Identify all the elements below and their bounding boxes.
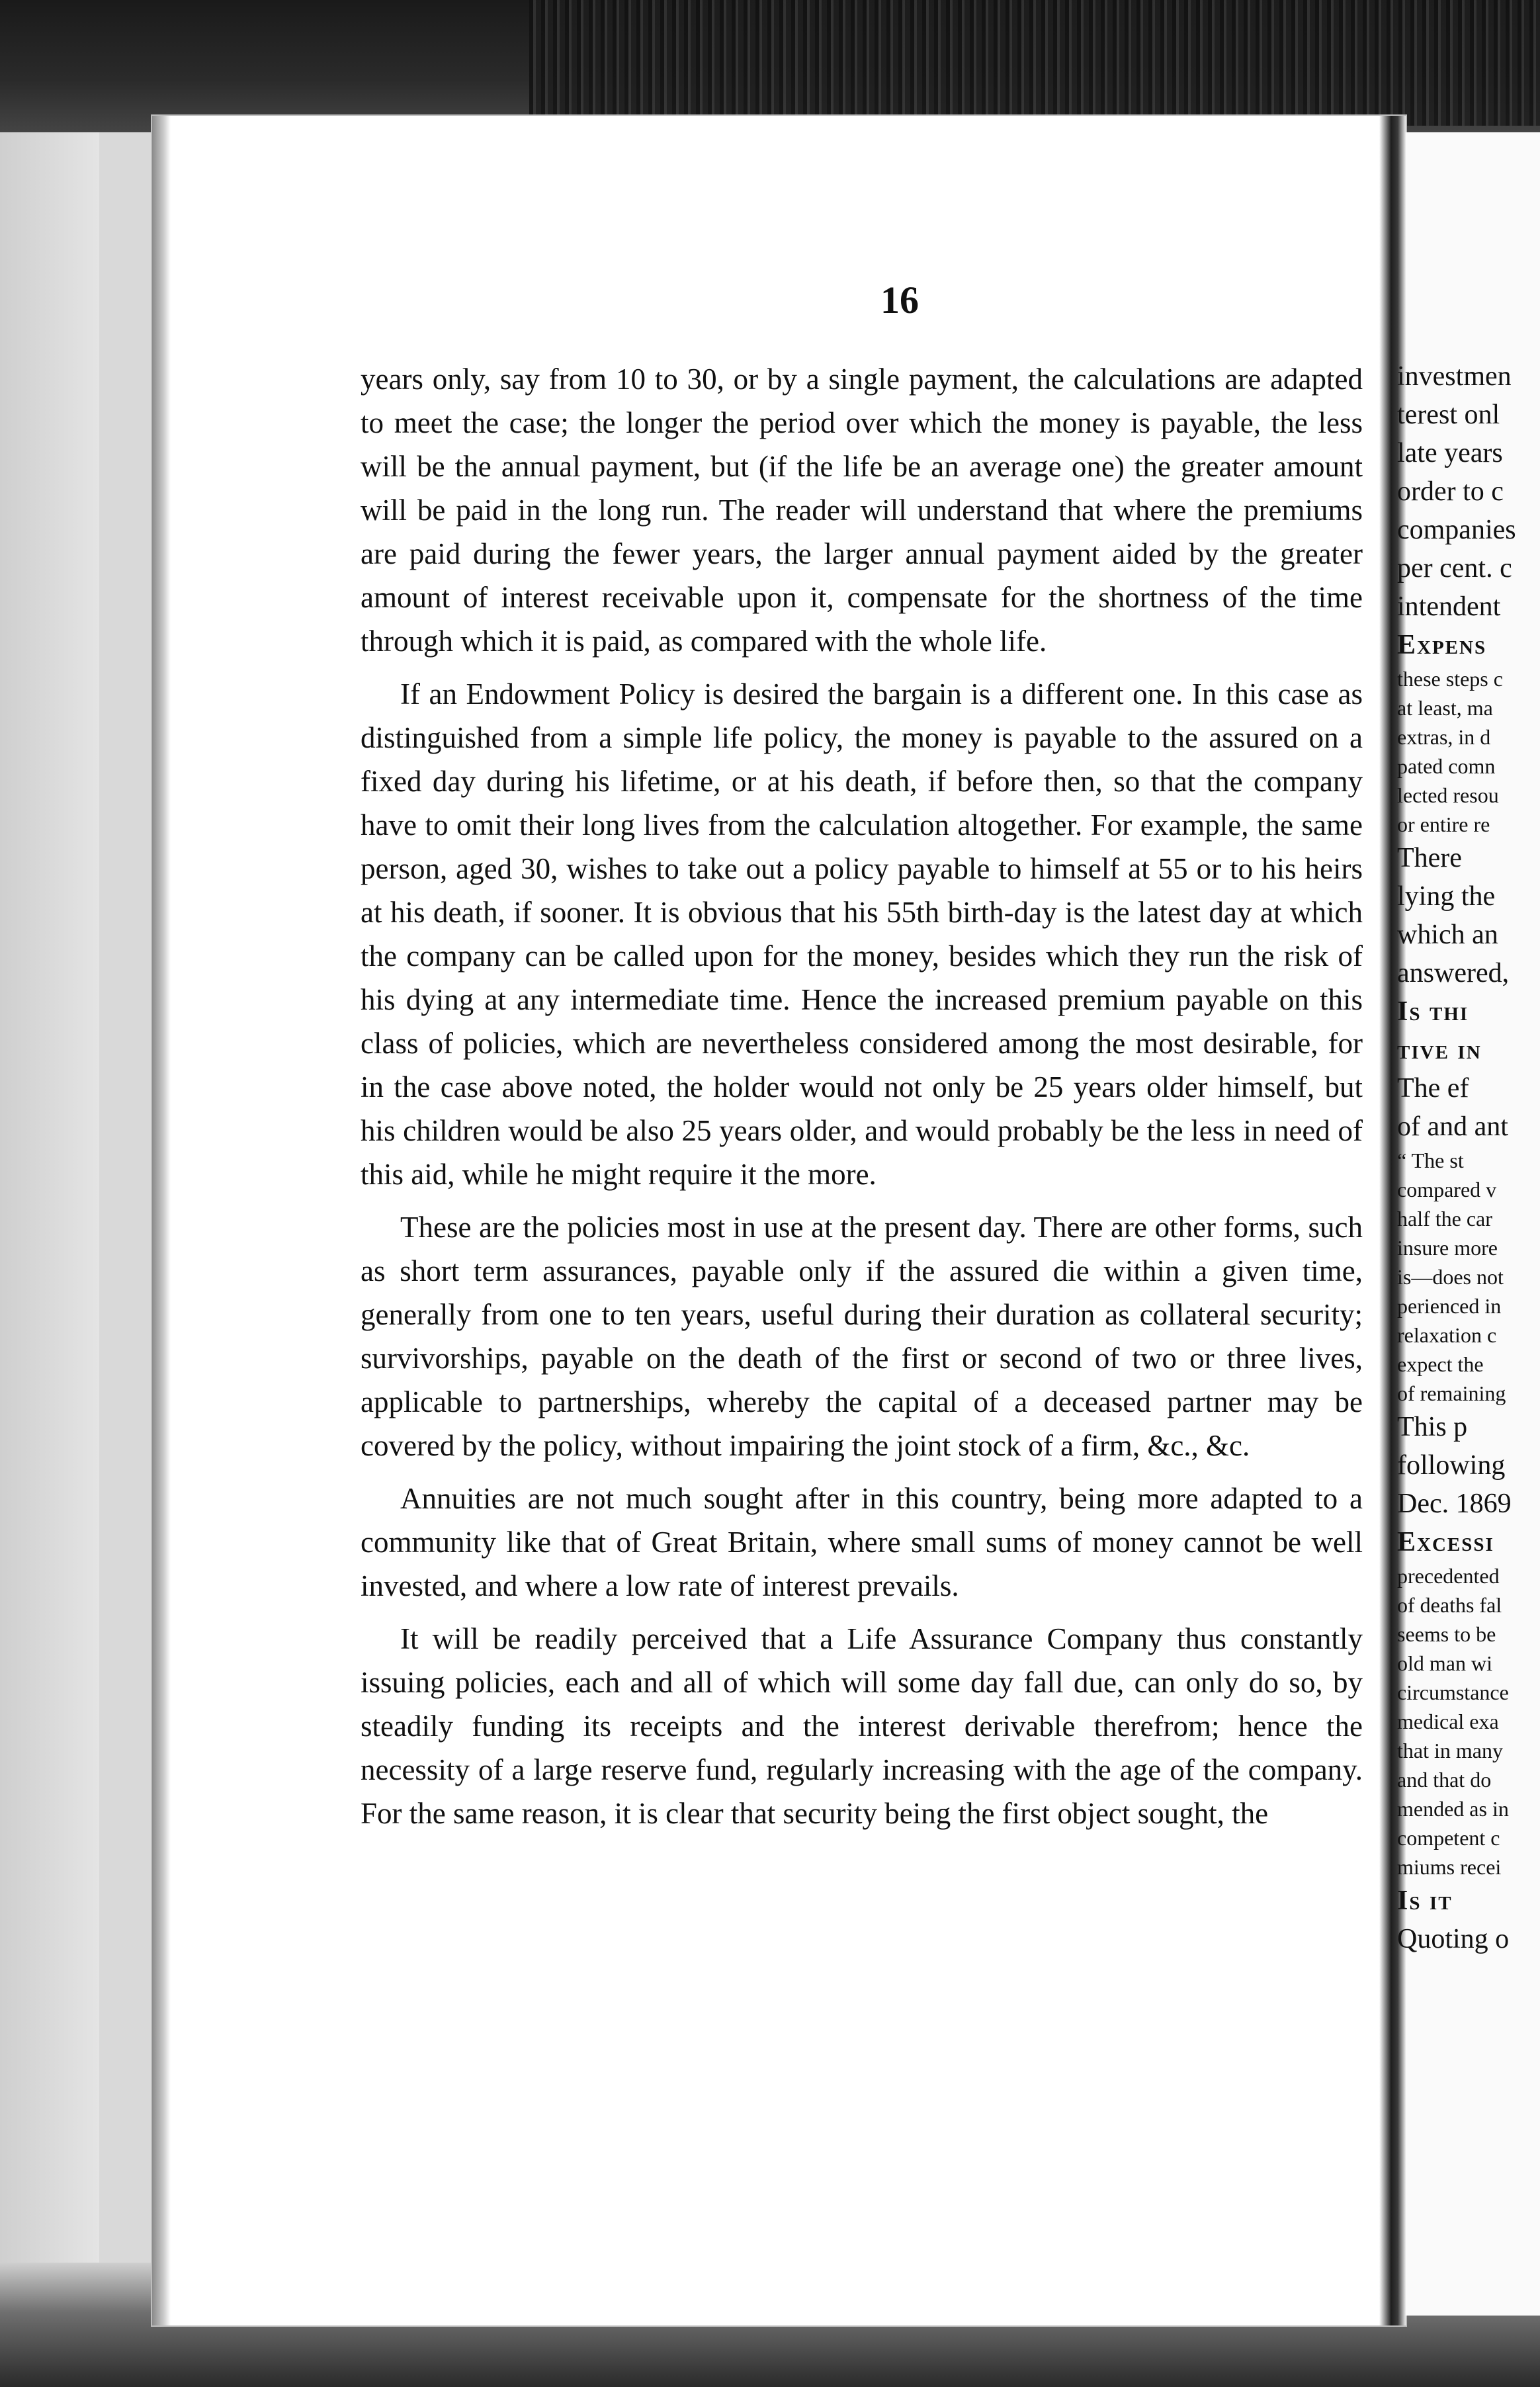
adjacent-page-line: answered, xyxy=(1397,958,1510,988)
adjacent-page-line: old man wi xyxy=(1397,1651,1492,1675)
adjacent-page-line: pated comn xyxy=(1397,754,1496,778)
adjacent-page-line: lying the xyxy=(1397,881,1496,912)
scan-background-left xyxy=(0,0,99,2387)
adjacent-page-line: late years xyxy=(1397,438,1503,468)
adjacent-page-line: these steps c xyxy=(1397,667,1503,691)
body-text xyxy=(361,357,1363,1844)
adjacent-page-line: order to c xyxy=(1397,476,1504,507)
paragraph: Annuities are not much sought after in this country, being more adapted to a community like that of Great Britain, where small sums of money cannot be well invested, and where a low rate of interest prevails. xyxy=(361,1482,1363,1602)
adjacent-page-line: of deaths fal xyxy=(1397,1593,1502,1617)
page-number: 16 xyxy=(880,279,919,322)
adjacent-page-line: expect the xyxy=(1397,1352,1484,1376)
adjacent-page-line: per cent. c xyxy=(1397,553,1512,584)
paragraph: years only, say from 10 to 30, or by a single payment, the calculations are adapted to meet the case; the longer the period over which the money is payable, the less will be the annual payment, but (if the life be an average one) the greater amount will be paid in the long run. The reader will understand that where the premiums are paid during the fewer years, the larger annual payment aided by the greater amount of interest receivable upon it, compensate for the shortness of the time through which it is paid, as compared with the whole life. xyxy=(361,363,1363,658)
adjacent-page-line: is—does not xyxy=(1397,1265,1504,1289)
page-edge-shadow xyxy=(152,116,171,2325)
adjacent-page-line: intendent xyxy=(1397,591,1501,622)
adjacent-page-line: that in many xyxy=(1397,1739,1503,1762)
adjacent-page-line: lected resou xyxy=(1397,783,1499,807)
adjacent-page-line: mended as in xyxy=(1397,1797,1509,1821)
adjacent-page-line: half the car xyxy=(1397,1207,1492,1231)
adjacent-page-line: tive in xyxy=(1397,1035,1482,1065)
adjacent-page-line: miums recei xyxy=(1397,1855,1502,1879)
adjacent-page-line: Is thi xyxy=(1397,996,1469,1027)
adjacent-page-line: The ef xyxy=(1397,1073,1469,1104)
adjacent-page-text xyxy=(1397,357,1540,1958)
adjacent-page-line: at least, ma xyxy=(1397,696,1493,720)
paragraph: These are the policies most in use at the present day. There are other forms, such as short term assurances, payable only if the assured die within a given time, generally from one to ten years, useful during their duration as collateral security; survivorships, payable on the death of the first or second of two or three lives, applicable to partnerships, whereby the capital of a deceased partner may be covered by the policy, without impairing the joint stock of a firm, &c., &c. xyxy=(361,1211,1363,1462)
adjacent-page-line: and that do xyxy=(1397,1768,1492,1792)
adjacent-page-line: Is it xyxy=(1397,1886,1453,1916)
adjacent-page-line: extras, in d xyxy=(1397,725,1491,749)
adjacent-page-line: insure more xyxy=(1397,1236,1498,1260)
adjacent-page-line: Quoting o xyxy=(1397,1924,1510,1954)
adjacent-page-line: investmen xyxy=(1397,361,1512,392)
adjacent-page-line: precedented xyxy=(1397,1564,1500,1588)
scan-background-top-right xyxy=(529,0,1540,126)
adjacent-page-line: of remaining xyxy=(1397,1381,1506,1405)
adjacent-page-line: There xyxy=(1397,843,1462,873)
adjacent-page-line: Excessi xyxy=(1397,1527,1494,1557)
adjacent-page-line: or entire re xyxy=(1397,812,1490,836)
adjacent-page-line: terest onl xyxy=(1397,400,1500,430)
adjacent-page-line: relaxation c xyxy=(1397,1323,1497,1347)
paragraph: It will be readily perceived that a Life Assurance Company thus constantly issuing policies, each and all of which will some day fall due, can only do so, by steadily funding its receipts and the interest derivable therefrom; hence the necessity of a large reserve fund, regularly increasing with the age of the company. For the same reason, it is clear that security being the first object sought, the xyxy=(361,1622,1363,1830)
adjacent-page-line: compared v xyxy=(1397,1178,1497,1201)
adjacent-page-line: competent c xyxy=(1397,1826,1500,1850)
adjacent-page-line: of and ant xyxy=(1397,1111,1508,1142)
adjacent-page-line: seems to be xyxy=(1397,1622,1496,1646)
adjacent-page-line: perienced in xyxy=(1397,1294,1502,1318)
adjacent-page-line: medical exa xyxy=(1397,1710,1499,1733)
adjacent-page-line: Dec. 1869 xyxy=(1397,1489,1512,1519)
adjacent-page-line: companies xyxy=(1397,515,1516,545)
paragraph: If an Endowment Policy is desired the bargain is a different one. In this case as distinguished from a simple life policy, the money is payable to the assured on a fixed day during his lifetime, or at his death, if before then, so that the company have to omit their long lives from the calculation altogether. For example, the same person, aged 30, wishes to take out a policy payable to himself at 55 or to his heirs at his death, if sooner. It is obvious that his 55th birth-day is the latest day at which the company can be called upon for the money, besides which they run the risk of his dying at any intermediate time. Hence the increased premium payable on this class of policies, which are nevertheless considered among the most desirable, for in the case above noted, the holder would not only be 25 years older himself, but his children would be also 25 years older, and would probably be the less in need of this aid, while he might require it the more. xyxy=(361,677,1363,1191)
adjacent-page-line: Expens xyxy=(1397,630,1487,660)
adjacent-page-line: which an xyxy=(1397,920,1498,950)
adjacent-page-line: following xyxy=(1397,1450,1506,1481)
adjacent-page-line: This p xyxy=(1397,1412,1468,1442)
adjacent-page-line: circumstance xyxy=(1397,1680,1509,1704)
adjacent-page-line: “ The st xyxy=(1397,1149,1464,1172)
